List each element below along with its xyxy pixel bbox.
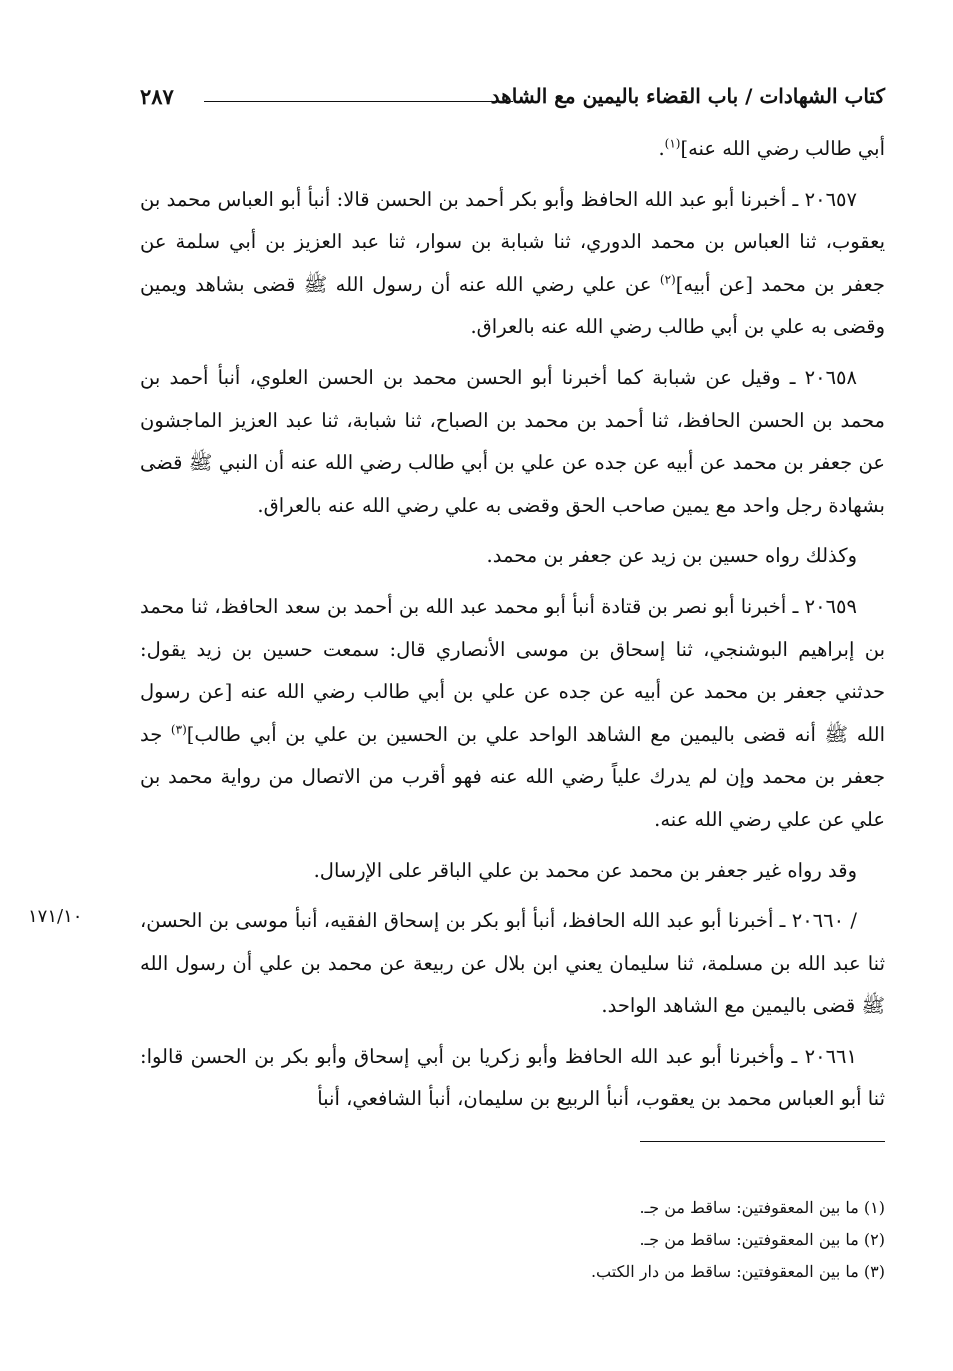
main-text [140, 128, 885, 1121]
header-title: كتاب الشهادات / باب القضاء باليمين مع الشاهد [490, 84, 885, 108]
hadith-20661: ٢٠٦٦١ ـ وأخبرنا أبو عبد الله الحافظ وأبو زكريا بن أبي إسحاق وأبو بكر بن الحسن قالوا: ثنا أبو العباس محمد بن يعقوب، أنبأ الربيع بن سليمان، أنبأ الشافعي، أنبأ [140, 1044, 885, 1111]
paragraph-text: أبي طالب رضي الله عنه] [680, 137, 885, 160]
footnote-ref: (١) [664, 136, 681, 151]
hadith-20658: ٢٠٦٥٨ ـ وقيل عن شبابة كما أخبرنا أبو الحسن محمد بن الحسن العلوي، أنبأ أحمد بن محمد بن الحسن الحافظ، ثنا أحمد بن محمد بن الصباح، ثنا شبابة، ثنا عبد العزيز الماجشون عن جعفر بن محمد عن أبيه عن جده عن علي بن أبي طالب رضي الله عنه أن النبي ﷺ قضى بشهادة رجل واحد مع يمين صاحب الحق وقضى به علي رضي الله عنه بالعراق. [140, 365, 885, 517]
running-header [140, 84, 885, 120]
paragraph-text: ٢٠٦٥٩ ـ أخبرنا أبو نصر بن قتادة أنبأ أبو محمد عبد الله بن أحمد بن سعد الحافظ، ثنا محمد بن إبراهيم البوشنجي، ثنا إسحاق بن موسى الأنصاري قال: سمعت حسين بن زيد يقول: حدثني جعفر بن محمد عن أبيه عن جده عن علي بن أبي طالب رضي الله عنه [عن رسول الله ﷺ أنه قضى باليمين مع الشاهد الواحد علي بن الحسين بن علي بن أبي طالب] [140, 594, 885, 746]
header-rule [204, 101, 513, 102]
hadith-20657 [140, 179, 885, 349]
paragraph-text: . [658, 137, 665, 160]
paragraph-text: عن علي رضي الله عنه أن رسول الله ﷺ قضى بشاهد ويمين وقضى به علي بن أبي طالب رضي الله عنه بالعراق. [140, 272, 885, 339]
paragraph-continuation [140, 128, 885, 171]
narration-note: وكذلك رواه حسين بن زيد عن جعفر بن محمد. [486, 544, 857, 568]
narration-note: وقد رواه غير جعفر بن محمد عن محمد بن علي الباقر على الإرسال. [313, 858, 857, 882]
footnote-ref: (٣) [170, 722, 187, 737]
page-number: ٢٨٧ [140, 84, 174, 109]
footnote: (٣) ما بين المعقوفتين: ساقط من دار الكتب. [590, 1262, 885, 1281]
footnote-ref: (٢) [659, 272, 676, 287]
footnote-separator [640, 1141, 885, 1142]
paragraph-text: ٢٠٦٥٧ ـ أخبرنا أبو عبد الله الحافظ وأبو بكر أحمد بن الحسن قالا: أنبأ أبو العباس محمد بن يعقوب، ثنا العباس بن محمد الدوري، ثنا شبابة بن سوار، ثنا عبد العزيز بن أبي سلمة عن جعفر بن محمد [عن أبيه] [140, 187, 885, 296]
footnote: (٢) ما بين المعقوفتين: ساقط من جـ. [639, 1230, 885, 1249]
hadith-20659 [140, 586, 885, 842]
hadith-20660: / ٢٠٦٦٠ ـ أخبرنا أبو عبد الله الحافظ، أنبأ أبو بكر بن إسحاق الفقيه، أنبأ موسى بن الحسن، ثنا عبد الله بن مسلمة، ثنا سليمان يعني ابن بلال عن ربيعة عن محمد بن علي أن رسول الله ﷺ قضى باليمين مع الشاهد الواحد. [140, 909, 885, 1018]
margin-reference: ١٧١/١٠ [28, 906, 83, 927]
paragraph-text: جد جعفر بن محمد وإن لم يدرك علياً رضي الله عنه فهو أقرب من الاتصال من رواية محمد بن علي عن علي رضي الله عنه. [140, 722, 885, 831]
footnote: (١) ما بين المعقوفتين: ساقط من جـ. [639, 1198, 885, 1217]
footnotes [140, 1192, 885, 1288]
